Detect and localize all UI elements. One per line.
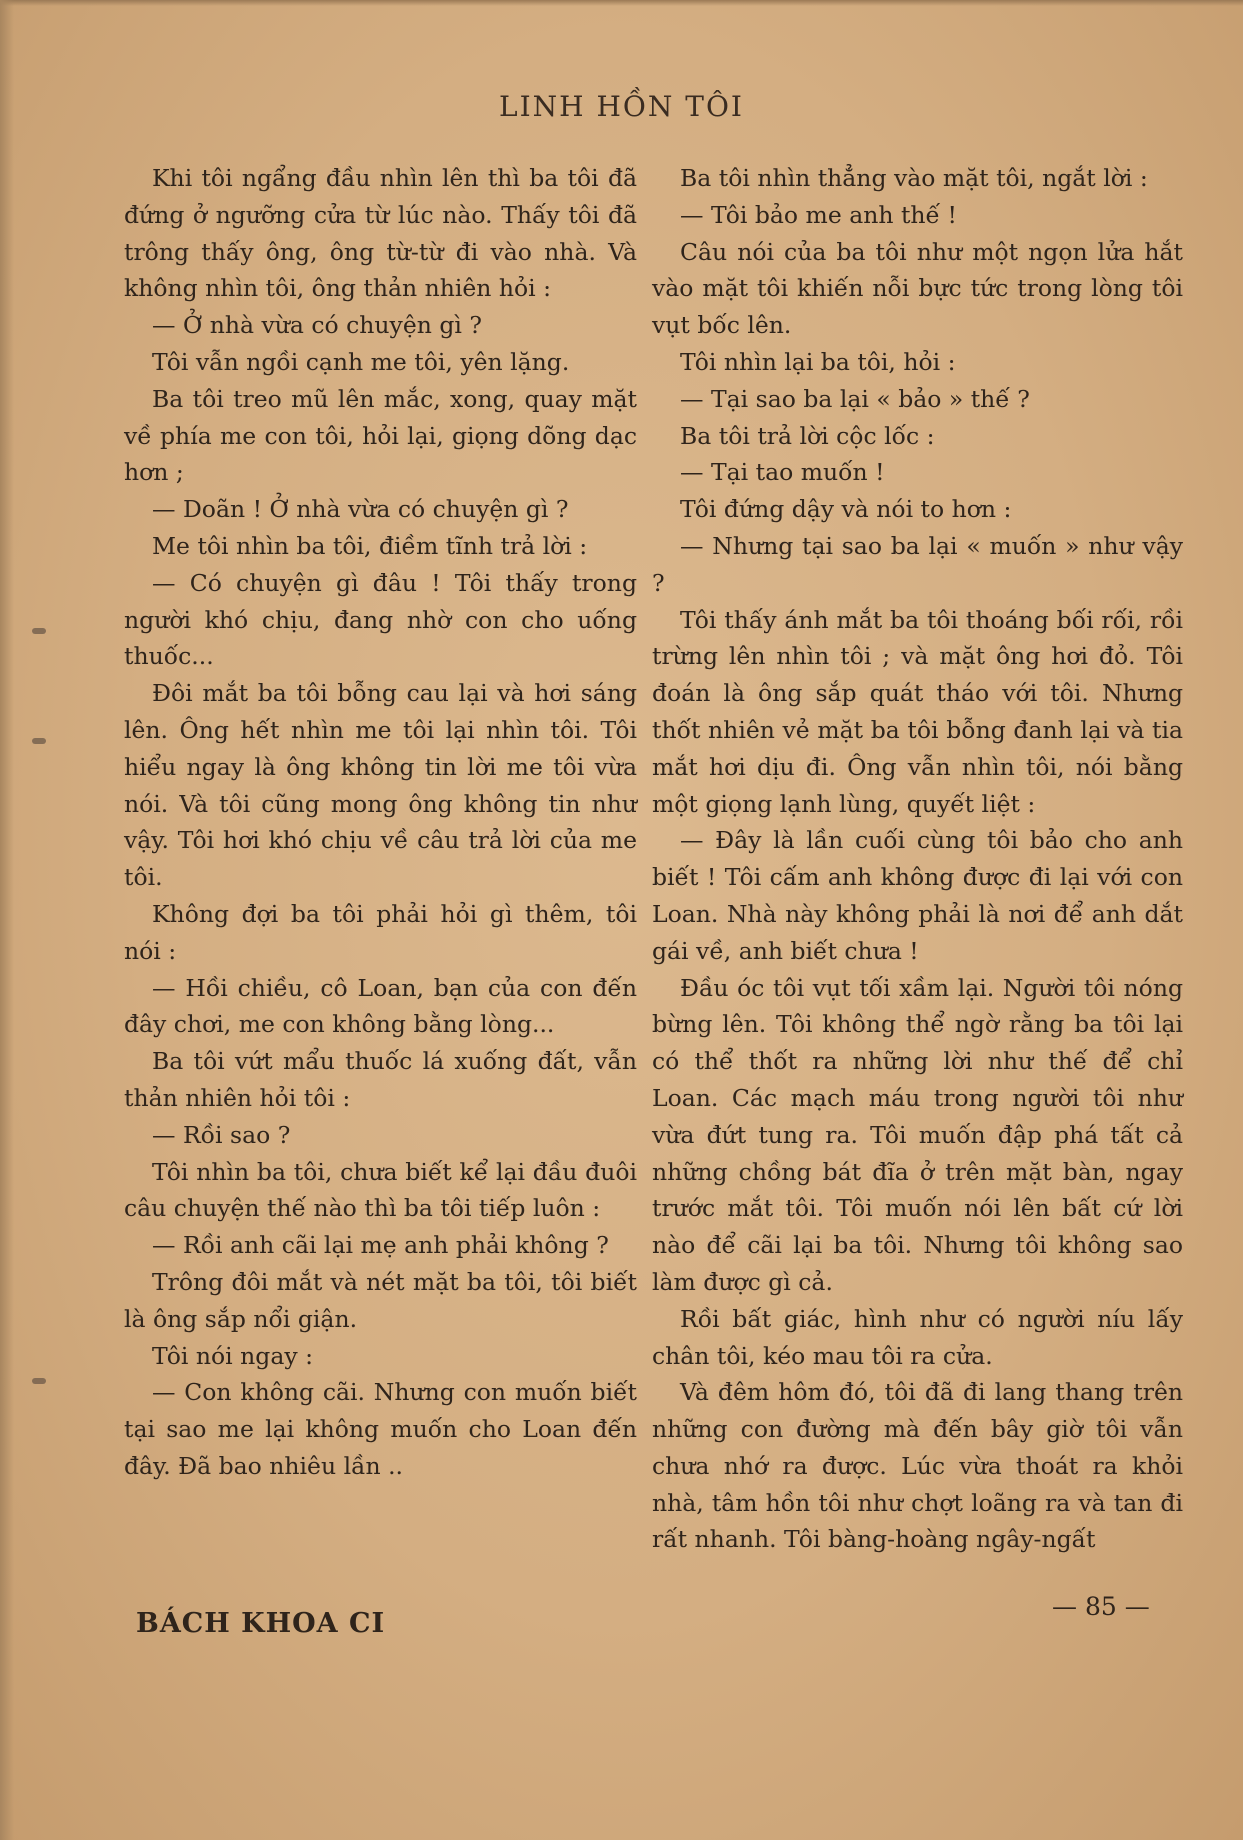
paragraph: Tôi thấy ánh mắt ba tôi thoáng bối rối, rồi trừng lên nhìn tôi ; và mặt ông hơi đỏ. Tôi đoán là ông sắp quát tháo với tôi. Nhưng thốt nhiên vẻ mặt ba tôi bỗng đanh lại và tia mắt hơi dịu đi. Ông vẫn nhìn tôi, nói bằng một giọng lạnh lùng, quyết liệt : <box>652 605 1183 818</box>
paragraph: Tôi vẫn ngồi cạnh me tôi, yên lặng. <box>152 347 570 376</box>
paragraph: Ba tôi vứt mẩu thuốc lá xuống đất, vẫn thản nhiên hỏi tôi : <box>124 1047 637 1112</box>
paragraph: Trông đôi mắt và nét mặt ba tôi, tôi biết là ông sắp nổi giận. <box>124 1267 637 1333</box>
paragraph: Tôi nhìn lại ba tôi, hỏi : <box>680 347 956 376</box>
text-column-right <box>652 160 1183 1558</box>
paragraph: Khi tôi ngẩng đầu nhìn lên thì ba tôi đã đứng ở ngưỡng cửa từ lúc nào. Thấy tôi đã trông thấy ông, ông từ-từ đi vào nhà. Và không nhìn tôi, ông thản nhiên hỏi : <box>124 164 637 303</box>
binding-hole-mark <box>32 628 46 634</box>
binding-hole-mark <box>32 738 46 744</box>
paragraph: Tôi đứng dậy và nói to hơn : <box>680 495 1012 524</box>
dialogue-line: — Hồi chiều, cô Loan, bạn của con đến đây chơi, me con không bằng lòng... <box>124 973 637 1039</box>
dialogue-line: — Nhưng tại sao ba lại « muốn » như vậy ? <box>652 531 1183 597</box>
paragraph: Không đợi ba tôi phải hỏi gì thêm, tôi nói : <box>124 899 637 965</box>
dialogue-line: — Rồi sao ? <box>152 1120 291 1149</box>
page-top-edge <box>0 0 1243 6</box>
dialogue-line: — Đây là lần cuối cùng tôi bảo cho anh biết ! Tôi cấm anh không được đi lại với con Loan. Nhà này không phải là nơi để anh dắt gái về, anh biết chưa ! <box>652 826 1183 965</box>
paragraph: Tôi nhìn ba tôi, chưa biết kể lại đầu đuôi câu chuyện thế nào thì ba tôi tiếp luôn : <box>124 1157 637 1223</box>
page-number: — 85 — <box>1052 1592 1150 1621</box>
paragraph: Đầu óc tôi vụt tối xầm lại. Người tôi nóng bừng lên. Tôi không thể ngờ rằng ba tôi lại có thể thốt ra những lời như thế để chỉ Loan. Các mạch máu trong người tôi như vừa đứt tung ra. Tôi muốn đập phá tất cả những chồng bát đĩa ở trên mặt bàn, ngay trước mắt tôi. Tôi muốn nói lên bất cứ lời nào để cãi lại ba tôi. Nhưng tôi không sao làm được gì cả. <box>652 973 1183 1296</box>
paragraph: Và đêm hôm đó, tôi đã đi lang thang trên những con đường mà đến bây giờ tôi vẫn chưa nhớ ra được. Lúc vừa thoát ra khỏi nhà, tâm hồn tôi như chợt loãng ra và tan đi rất nhanh. Tôi bàng-hoàng ngây-ngất <box>652 1378 1183 1554</box>
binding-hole-mark <box>32 1378 46 1384</box>
running-title: LINH HỒN TÔI <box>499 90 744 123</box>
dialogue-line: — Ở nhà vừa có chuyện gì ? <box>152 311 482 340</box>
dialogue-line: — Rồi anh cãi lại mẹ anh phải không ? <box>152 1231 609 1260</box>
paragraph: Ba tôi treo mũ lên mắc, xong, quay mặt về phía me con tôi, hỏi lại, giọng dõng dạc hơn ; <box>124 384 637 487</box>
paragraph: Đôi mắt ba tôi bỗng cau lại và hơi sáng lên. Ông hết nhìn me tôi lại nhìn tôi. Tôi hiểu ngay là ông không tin lời me tôi vừa nói. Và tôi cũng mong ông không tin như vậy. Tôi hơi khó chịu về câu trả lời của me tôi. <box>124 679 637 892</box>
publication-name: BÁCH KHOA CI <box>136 1608 386 1639</box>
paragraph: Rồi bất giác, hình như có người níu lấy chân tôi, kéo mau tôi ra cửa. <box>652 1304 1183 1370</box>
dialogue-line: — Doãn ! Ở nhà vừa có chuyện gì ? <box>152 495 569 524</box>
dialogue-line: — Con không cãi. Nhưng con muốn biết tại sao me lại không muốn cho Loan đến đây. Đã bao nhiêu lần .. <box>124 1378 637 1480</box>
text-column-left <box>124 160 637 1485</box>
page-left-edge <box>0 0 14 1840</box>
dialogue-line: — Có chuyện gì đâu ! Tôi thấy trong người khó chịu, đang nhờ con cho uống thuốc... <box>124 568 637 671</box>
paragraph: Me tôi nhìn ba tôi, điềm tĩnh trả lời : <box>152 531 588 560</box>
dialogue-line: — Tại sao ba lại « bảo » thế ? <box>680 384 1030 413</box>
paragraph: Câu nói của ba tôi như một ngọn lửa hắt vào mặt tôi khiến nỗi bực tức trong lòng tôi vụt bốc lên. <box>652 237 1183 340</box>
paragraph: Ba tôi nhìn thẳng vào mặt tôi, ngắt lời : <box>680 164 1148 192</box>
paragraph: Tôi nói ngay : <box>152 1341 314 1370</box>
paragraph: Ba tôi trả lời cộc lốc : <box>680 421 935 450</box>
dialogue-line: — Tại tao muốn ! <box>680 458 885 487</box>
dialogue-line: — Tôi bảo me anh thế ! <box>680 200 957 229</box>
